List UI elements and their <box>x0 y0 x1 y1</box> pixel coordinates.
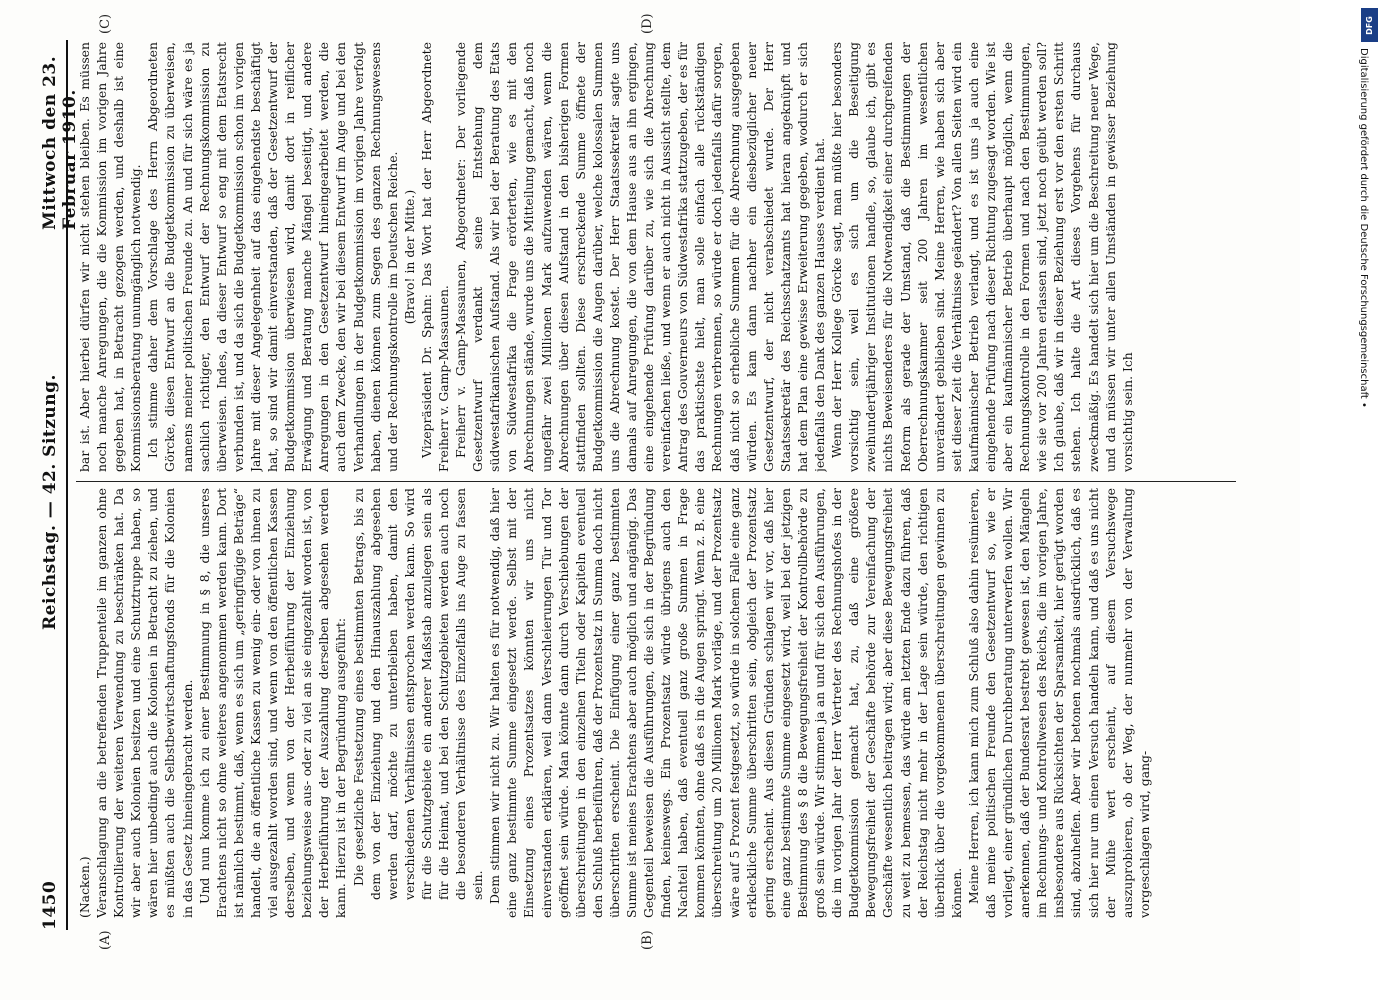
header-rule <box>66 40 68 930</box>
left-paragraph-2: Und nun komme ich zu einer Bestimmung in § 8, die unseres Erachtens nicht so ohne weiteres angenommen werden kann. Dort ist nämlich bestimmt, daß, wenn es sich um „geringfügige Beträge“ handelt, die an öffentliche Kassen zu wenig ein- oder von ihnen zu viel ausgezahlt worden sind, und wenn von den öffentlichen Kassen derselben, und wenn von der Herbeiführung der Einziehung beziehungsweise aus- oder zu viel an sie eingezahlt worden ist, von der Herbeiführung der Auszahlung derselben abgesehen werden kann. Hierzu ist in der Begründung ausgeführt: <box>196 488 349 918</box>
left-paragraph-4: Dem stimmen wir nicht zu. Wir halten es für notwendig, daß hier eine ganz bestimmte Summe eingesetzt werde. Selbst mit der Einsetzung eines Prozentsatzes könnten wir uns nicht einverstanden erklären, weil dann Verschleierungen Tür und Tor geöffnet sein würde. Man könnte dann durch Verschiebungen der überschreitungen in den einzelnen Titeln oder Kapiteln eventuell den Schluß herbeiführen, daß der Prozentsatz in Summa doch nicht überschritten erscheint. Die Einfügung einer ganz bestimmten Summe ist meines Erachtens aber auch möglich und angängig. Das Gegenteil beweisen die Ausführungen, die sich in der Begründung finden, keineswegs. Ein Prozentsatz würde übrigens auch den Nachteil haben, daß eventuell ganz große Summen in Frage kommen könnten, ohne daß es in die Augen springt. Wenn z. B. eine überschreitung um 20 Millionen Mark vorläge, und der Prozentsatz wäre auf 5 Prozent festgesetzt, so würde in solchem Falle eine ganz erkleckliche Summe überschritten sein, obgleich der Prozentsatz gering erscheint. Aus diesen Gründen schlagen wir vor, daß hier eine ganz bestimmte Summe eingesetzt wird, weil bei der jetzigen Bestimmung des § 8 die Bewegungsfreiheit der Kontrollbehörde zu groß sein würde. Wir stimmen ja an und für sich den Ausführungen, die im vorigen Jahr der Herr Vertreter des Rechnungshofes in der Budgetkommission gemacht hat, zu, daß eine größere Bewegungsfreiheit der Geschäfte behörde zur Vereinfachung der Geschäfte wesentlich beitragen wird; aber diese Bewegungsfreiheit zu weit zu bemessen, das würde am letzten Ende dazu führen, daß der Reichstag nicht mehr in der Lage sein würde, den richtigen überblick über die vorgekommenen überschreitungen gewinnen zu können. <box>487 488 964 918</box>
left-column <box>76 488 1236 918</box>
right-paragraph-5: Wenn der Herr Kollege Görcke sagt, man müßte hier besonders vorsichtig sein, weil es sich um die Beseitigung zweihundertjähriger Institutionen handle, so, glaube ich, gibt es nichts Beweisenderes für die Notwendigkeit einer durchgreifenden Reform als gerade der Umstand, daß die Bestimmungen der Oberrechnungskammer seit 200 Jahren im wesentlichen unverändert geblieben sind. Meine Herren, wie haben sich aber seit dieser Zeit die Verhältnisse geändert? Von allen Seiten wird ein kaufmännischer Betrieb verlangt, und es ist uns ja auch eine eingehende Prüfung nach dieser Richtung zugesagt worden. Wie ist aber ein kaufmännischer Betrieb überhaupt möglich, wenn die Rechnungskontrolle in den Formen und nach den Bestimmungen, wie sie vor 200 Jahren erlassen sind, jetzt noch geübt werden soll? Ich glaube, daß wir in dieser Beziehung erst vor den ersten Schritt stehen. Ich halte die Art dieses Vorgehens für durchaus zweckmäßig. Es handelt sich hier um die Beschreitung neuer Wege, und da müssen wir unter allen Umständen in gewisser Beziehung vorsichtig sein. Ich <box>829 42 1135 472</box>
page-number: 1450 <box>40 880 60 930</box>
margin-mark-c: (C) <box>98 13 113 34</box>
page-header <box>36 40 80 930</box>
session-title: Reichstag. — 42. Sitzung. <box>40 374 60 630</box>
applause-note: (Bravo! in der Mitte.) <box>401 189 417 325</box>
left-paragraph-5: Meine Herren, ich kann mich zum Schluß also dahin resümieren, daß meine politischen Freunde den Gesetzentwurf so, wie er vorliegt, einer gründlichen Durchberatung unterwerfen wollen. Wir anerkennen, daß der Bundesrat bestrebt gewesen ist, den Mängeln im Rechnungs- und Kontrollwesen des Reichs, die im vorigen Jahre, insbesondere aus Rücksichten der Sparsamkeit, hier gerügt worden sind, abzuhelfen. Aber wir betonen nochmals ausdrücklich, daß es sich hier nur um einen Versuch handeln kann, und daß es uns nicht der Mühe wert erscheint, auf diesem Versuchswege auszuprobieren, ob der Weg, der nunmehr von der Verwaltung vorgeschlagen wird, gang- <box>965 488 1152 918</box>
right-paragraph-2: Ich stimme daher dem Vorschlage des Herrn Abgeordneten Görcke, diesen Entwurf an die Budgetkommission zu überweisen, namens meiner politischen Freunde zu. An und für sich wäre es ja sachlich richtiger, den Entwurf der Rechnungskommission zu überweisen. Indes, da dieser Entwurf so eng mit dem Etatsrecht verbunden ist, und da sich die Budgetkommission schon im vorigen Jahre mit dieser Angelegenheit auf das eingehendste beschäftigt hat, so sind wir damit einverstanden, daß der Gesetzentwurf der Budgetkommission überwiesen wird, damit dort in reiflicher Erwägung und Beratung manche Mängel beseitigt, und andere Anregungen in den Gesetzentwurf hineingearbeitet werden, die auch dem Zwecke, den wir bei diesem Entwurf im Auge und bei den Verhandlungen in der Budgetkommission im vorigen Jahre verfolgt haben, dienen können zum Segen des ganzen Rechnungswesens und der Rechnungskontrolle im Deutschen Reiche. <box>145 42 400 472</box>
left-paragraph-1: Veranschlagung an die betreffenden Truppenteile im ganzen ohne Kontrollierung der weiteren Verwendung zu beschränken hat. Da wir aber auch Kolonien besitzen und eine Schutztruppe haben, so wären hier unbedingt auch die Kolonien in Betracht zu ziehen, und es müßten auch die Selbstbewirtschaftungsfonds für die Kolonien in das Gesetz hineingebracht werden. <box>94 488 195 918</box>
right-paragraph-4: Freiherr v. Gamp-Massaunen, Abgeordneter: Der vorliegende Gesetzentwurf verdankt seine Entstehung dem südwestafrikanischen Aufstand. Als wir bei der Beratung des Etats von Südwestafrika die Frage erörterten, wie es mit den Abrechnungen stände, wurde uns die Mitteilung gemacht, daß noch ungefähr zwei Millionen Mark aufzuwenden wären, wenn die Abrechnungen über diesen Aufstand in den bisherigen Formen stattfinden sollten. Diese erschreckende Summe öffnete der Budgetkommission die Augen darüber, welche kolossalen Summen uns die Abrechnung kostet. Der Herr Staatssekretär sagte uns damals auf Anregungen, die von dem Hause aus an ihn ergingen, eine eingehende Prüfung darüber zu, wie sich die Abrechnung vereinfachen ließe, und wenn er auch nicht in Aussicht stellte, dem Antrag des Gouverneurs von Südwestafrika stattzugeben, der es für das praktischste hielt, man solle einfach alle rückständigen Rechnungen verbrennen, so würde er doch jedenfalls dafür sorgen, daß nicht so erhebliche Summen für die Abrechnung ausgegeben würden. Es kam dann nachher ein diesbezüglicher neuer Gesetzentwurf, der nicht verabschiedet wurde. Der Herr Staatssekretär des Reichsschatzamts hat hieran angeknüpft und hat dem Plan eine gewisse Erweiterung gegeben, wodurch er sich jedenfalls den Dank des ganzen Hauses verdient hat. <box>453 42 828 472</box>
session-date: Mittwoch den 23. Februar 1910. <box>40 55 80 230</box>
margin-mark-a: (A) <box>98 930 113 950</box>
right-column <box>76 42 1236 472</box>
dfg-logo: DFG <box>1361 8 1378 42</box>
margin-mark-d: (D) <box>640 13 655 34</box>
margin-mark-b: (B) <box>640 930 655 950</box>
right-paragraph-1: bar ist. Aber hierbei dürfen wir nicht stehen bleiben. Es müssen noch manche Anregungen, die die Kommission im vorigen Jahre gegeben hat, in Betracht gezogen werden, und deshalb ist eine Kommissionsberatung unumgänglich notwendig. <box>77 42 144 472</box>
column-divider <box>76 481 1236 482</box>
chair-announcement: Vizepräsident Dr. Spahn: Das Wort hat der Herr Abgeordnete Freiherr v. Gamp-Massaunen. <box>418 42 451 472</box>
speaker-note: (Nacken.) <box>77 856 92 918</box>
left-quote: Die gesetzliche Festsetzung eines bestimmten Betrags, bis zu dem von der Einziehung und den Hinauszahlung abgesehen werden darf, möchte zu unterbleiben haben, damit den verschiedenen Verhältnissen entsprochen werden kann. So wird für die Schutzgebiete ein anderer Maßstab anzulegen sein als für die Heimat, und bei den Schutzgebieten werden auch noch die besonderen Verhältnisse des Einzelfalls ins Auge zu fassen sein. <box>350 488 486 900</box>
